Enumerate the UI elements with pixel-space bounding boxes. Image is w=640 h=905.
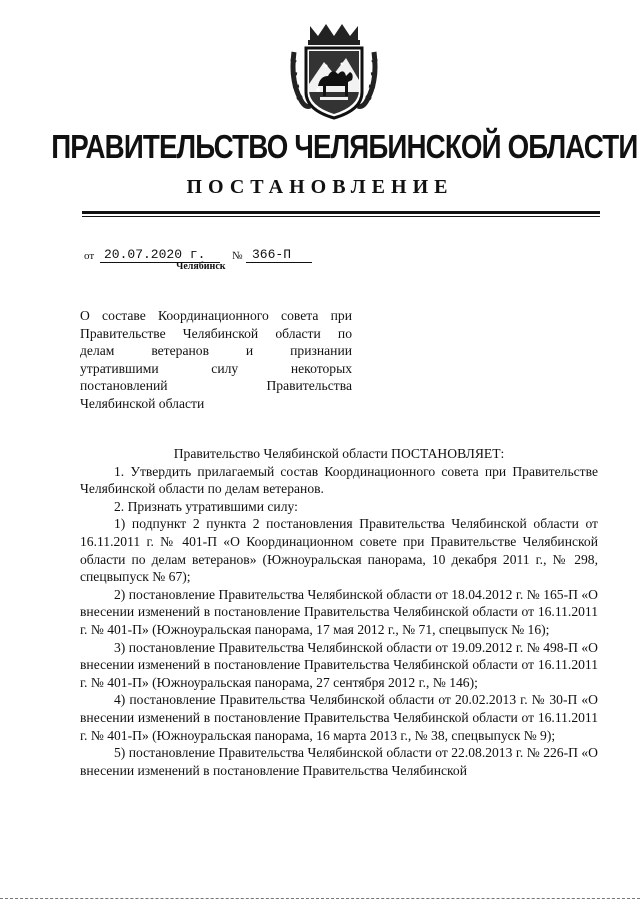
chelyabinsk-coat-of-arms-icon xyxy=(288,22,380,122)
page-bottom-edge xyxy=(0,898,640,899)
government-title: ПРАВИТЕЛЬСТВО ЧЕЛЯБИНСКОЙ ОБЛАСТИ xyxy=(51,128,638,165)
from-label: от xyxy=(84,250,95,262)
number-label: № xyxy=(232,250,243,262)
city: Челябинск xyxy=(176,261,226,272)
header-rule-thick xyxy=(82,211,600,214)
body-paragraph: 1) подпункт 2 пункта 2 постановления Правительства Челябинской области от 16.11.2011 г. № 401-П «О Координационном совете при Правительстве Челябинской области по делам ветеранов» (Южноуральская панорама, 10 декабря 2011 г., № 298, спецвыпуск № 67); xyxy=(80,516,598,585)
document-subject xyxy=(80,307,352,412)
body-paragraph: 2. Признать утратившими силу: xyxy=(114,498,298,514)
body-paragraph: 1. Утвердить прилагаемый состав Координационного совета при Правительстве Челябинской области по делам ветеранов. xyxy=(80,463,598,497)
subject-line: Правительстве Челябинской области по xyxy=(80,325,352,341)
body-paragraph: 3) постановление Правительства Челябинской области от 19.09.2012 г. № 498-П «О внесении изменений в постановление Правительства Челябинской области от 16.11.2011 г. № 401-П» (Южноуральская панорама, 27 сентября 2012 г., № 146); xyxy=(80,639,598,690)
number-underline xyxy=(246,262,312,263)
header-rule-thin xyxy=(82,216,600,217)
document-body xyxy=(80,445,598,779)
subject-line: Челябинской области xyxy=(80,395,205,411)
subject-line: утратившими силу некоторых xyxy=(80,360,352,376)
subject-line: О составе Координационного совета при xyxy=(80,308,352,323)
document-date: 20.07.2020 г. xyxy=(104,247,206,262)
document-number: 366-П xyxy=(252,247,292,262)
body-paragraph: 5) постановление Правительства Челябинской области от 22.08.2013 г. № 226-П «О внесении изменений в постановление Правительства Челябинской xyxy=(80,745,598,778)
resolution-preamble: Правительство Челябинской области ПОСТАНОВЛЯЕТ: xyxy=(173,446,505,461)
body-paragraph: 2) постановление Правительства Челябинской области от 18.04.2012 г. № 165-П «О внесении изменений в постановление Правительства Челябинской области от 16.11.2011 г. № 401-П» (Южноуральская панорама, 17 мая 2012 г., № 71, спецвыпуск № 16); xyxy=(80,586,598,637)
body-paragraph: 4) постановление Правительства Челябинской области от 20.02.2013 г. № 30-П «О внесении изменений в постановление Правительства Челябинской области от 16.11.2011 г. № 401-П» (Южноуральская панорама, 16 марта 2013 г., № 38, спецвыпуск № 9); xyxy=(80,692,598,743)
document-type: ПОСТАНОВЛЕНИЕ xyxy=(186,176,454,198)
subject-line: делам ветеранов и признании xyxy=(80,343,352,358)
subject-line: постановлений Правительства xyxy=(80,378,352,393)
